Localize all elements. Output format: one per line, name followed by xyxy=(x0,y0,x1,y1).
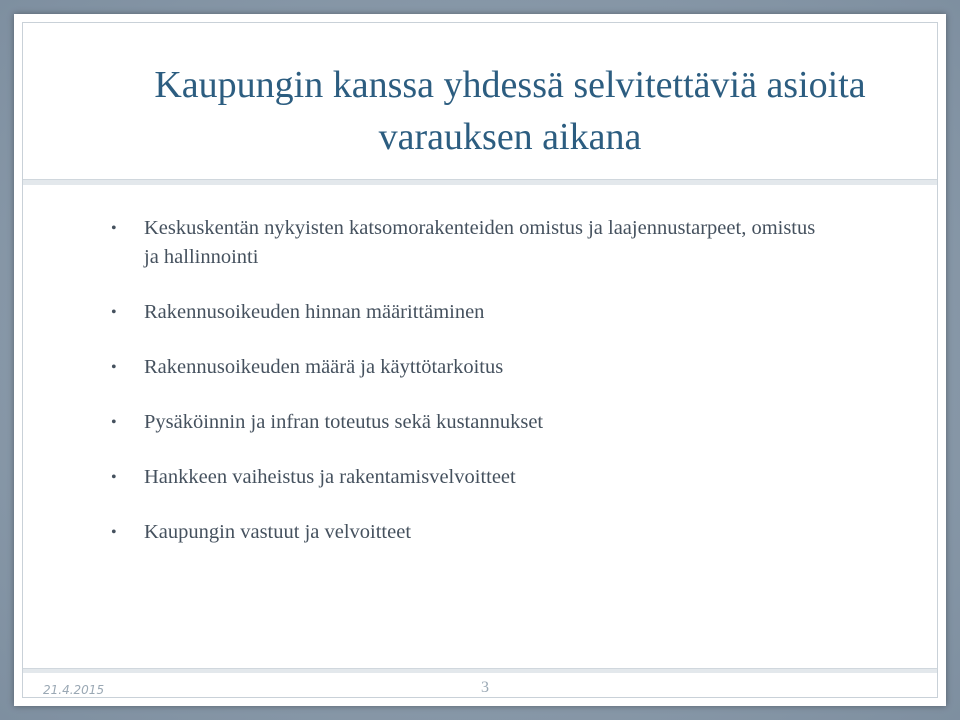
bullet-text: Pysäköinnin ja infran toteutus sekä kustannukset xyxy=(144,411,544,433)
bullet-text: Kaupungin vastuut ja velvoitteet xyxy=(144,521,412,543)
bullet-marker: • xyxy=(111,414,117,431)
footer-divider xyxy=(23,668,937,673)
slide-frame xyxy=(22,22,938,698)
bullet-marker: • xyxy=(111,469,117,486)
slide-title: Kaupungin kanssa yhdessä selvitettäviä asioita varauksen aikana xyxy=(154,64,866,158)
bullet-marker: • xyxy=(111,524,117,541)
page-number: 3 xyxy=(481,679,489,696)
bullet-item xyxy=(105,408,825,437)
bullet-text: Hankkeen vaiheistus ja rakentamisvelvoitteet xyxy=(144,466,516,488)
bullet-item xyxy=(105,463,825,492)
bullet-list xyxy=(105,214,825,573)
bullet-marker: • xyxy=(111,359,117,376)
bullet-text: Rakennusoikeuden määrä ja käyttötarkoitus xyxy=(144,356,504,378)
slide-footer xyxy=(23,667,937,707)
bullet-item xyxy=(105,298,825,327)
footer-date: 21.4.2015 xyxy=(43,683,105,697)
bullet-item xyxy=(105,518,825,547)
bullet-text: Rakennusoikeuden hinnan määrittäminen xyxy=(144,301,485,323)
bullet-text: Keskuskentän nykyisten katsomorakenteiden omistus ja laajennustarpeet, omistus ja hallinnointi xyxy=(144,217,816,268)
slide xyxy=(14,14,946,706)
title-divider xyxy=(23,179,937,185)
bullet-marker: • xyxy=(111,304,117,321)
bullet-item xyxy=(105,214,825,272)
title-area xyxy=(23,23,937,177)
bullet-item xyxy=(105,353,825,382)
bullet-marker: • xyxy=(111,220,117,237)
